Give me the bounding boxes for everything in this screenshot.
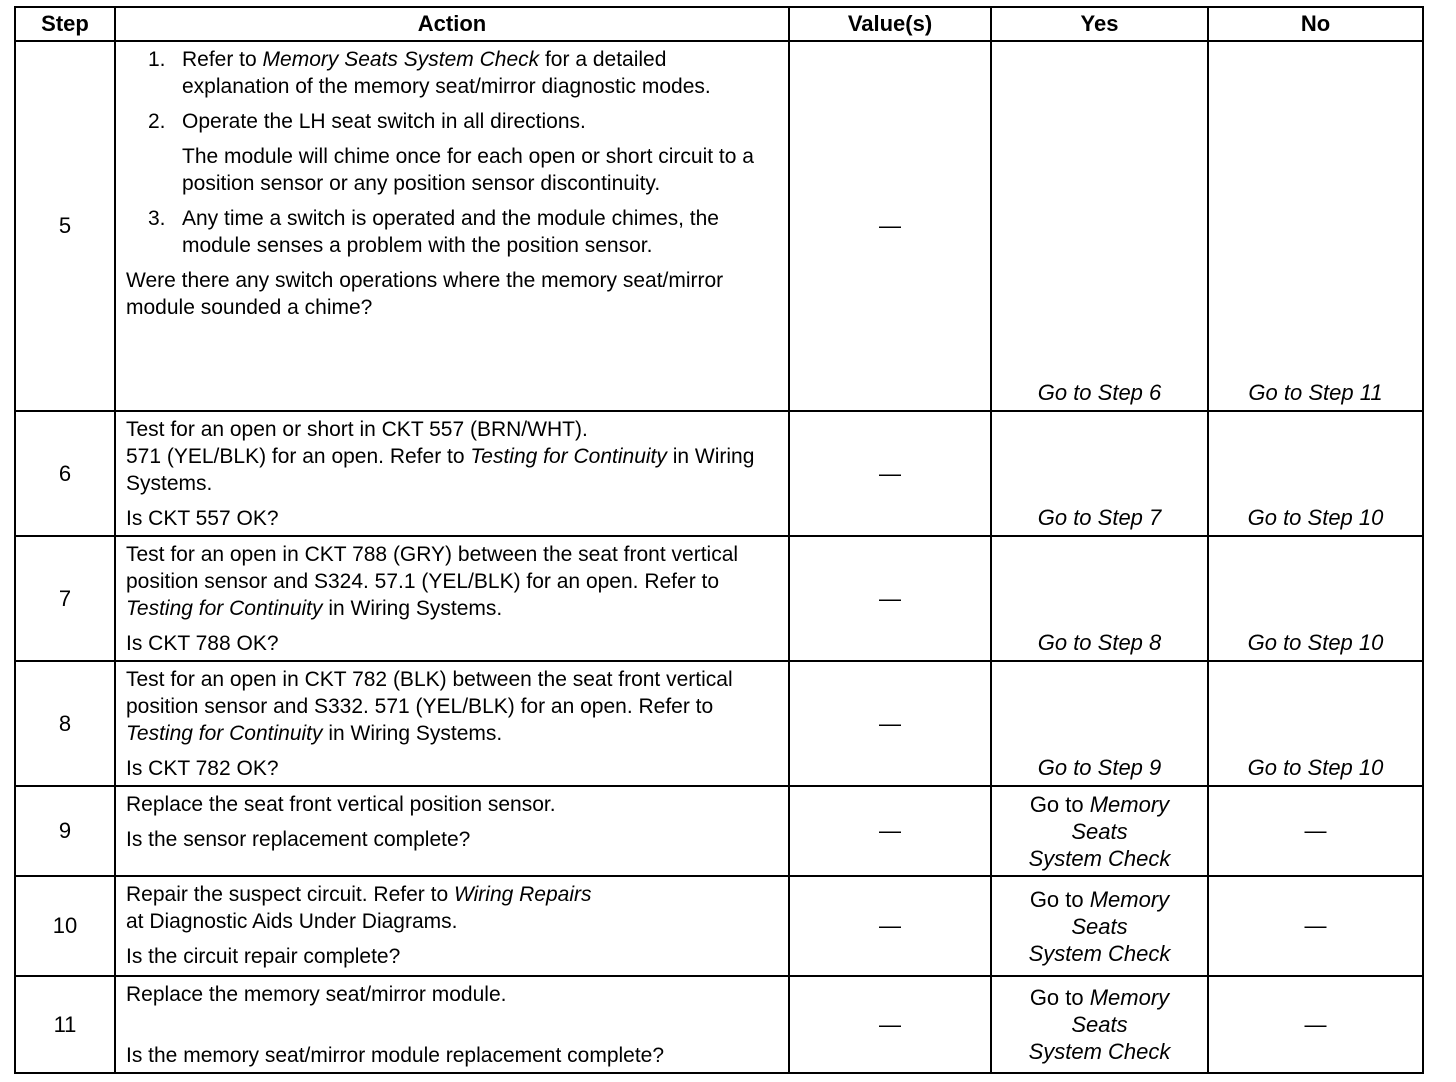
value-cell: — <box>789 786 991 876</box>
step-number: 6 <box>15 411 115 536</box>
action-question: Is the sensor replacement complete? <box>126 828 471 851</box>
value-cell: — <box>789 876 991 976</box>
header-no: No <box>1208 7 1423 41</box>
no-cell: — <box>1208 786 1423 876</box>
table-row-step-7 <box>15 536 1423 661</box>
action-cell: Repair the suspect circuit. Refer to Wiring Repairs at Diagnostic Aids Under Diagrams. Is the circuit repair complete? <box>115 876 789 976</box>
step-number: 7 <box>15 536 115 661</box>
yes-cell: Go to Memory Seats System Check <box>991 876 1208 976</box>
action-question: Is CKT 788 OK? <box>126 632 279 655</box>
action-cell: Replace the seat front vertical position sensor. Is the sensor replacement complete? <box>115 786 789 876</box>
yes-cell: Go to Step 9 <box>991 661 1208 786</box>
yes-cell: Go to Step 7 <box>991 411 1208 536</box>
no-cell: Go to Step 10 <box>1208 661 1423 786</box>
list-item: 2. Operate the LH seat switch in all directions. The module will chime once for each open or short circuit to a position sensor or any position sensor discontinuity. <box>148 110 754 195</box>
table-row-step-9 <box>15 786 1423 876</box>
header-row <box>15 7 1423 41</box>
step-number: 11 <box>15 976 115 1073</box>
step-number: 5 <box>15 41 115 411</box>
value-cell: — <box>789 411 991 536</box>
action-question: Is CKT 557 OK? <box>126 507 279 530</box>
value-cell: — <box>789 41 991 411</box>
action-cell <box>115 41 789 411</box>
no-cell: — <box>1208 976 1423 1073</box>
action-question: Is CKT 782 OK? <box>126 757 279 780</box>
action-question: Is the memory seat/mirror module replacement complete? <box>126 1044 665 1067</box>
header-action: Action <box>115 7 789 41</box>
header-step: Step <box>15 7 115 41</box>
table-row-step-5 <box>15 41 1423 411</box>
yes-cell: Go to Step 8 <box>991 536 1208 661</box>
action-question: Were there any switch operations where the memory seat/mirror module sounded a chime? <box>126 269 724 319</box>
action-cell: Replace the memory seat/mirror module. Is the memory seat/mirror module replacement complete? <box>115 976 789 1073</box>
action-cell: Test for an open in CKT 782 (BLK) between the seat front vertical position sensor and S332. 571 (YEL/BLK) for an open. Refer to Testing for Continuity in Wiring Systems. Is CKT 782 OK? <box>115 661 789 786</box>
yes-cell: Go to Memory Seats System Check <box>991 786 1208 876</box>
step-number: 8 <box>15 661 115 786</box>
yes-cell: Go to Step 6 <box>991 41 1208 411</box>
table-row-step-10 <box>15 876 1423 976</box>
action-cell: Test for an open in CKT 788 (GRY) between the seat front vertical position sensor and S324. 57.1 (YEL/BLK) for an open. Refer to Testing for Continuity in Wiring Systems. Is CKT 788 OK? <box>115 536 789 661</box>
list-item: 3. Any time a switch is operated and the module chimes, the module senses a problem with the position sensor. <box>148 207 719 257</box>
diagnostic-table <box>14 6 1424 1074</box>
yes-cell: Go to Memory Seats System Check <box>991 976 1208 1073</box>
no-cell: — <box>1208 876 1423 976</box>
no-cell: Go to Step 11 <box>1208 41 1423 411</box>
table-row-step-11 <box>15 976 1423 1073</box>
table-row-step-6 <box>15 411 1423 536</box>
action-cell: Test for an open or short in CKT 557 (BRN/WHT). 571 (YEL/BLK) for an open. Refer to Testing for Continuity in Wiring Systems. Is CKT 557 OK? <box>115 411 789 536</box>
value-cell: — <box>789 536 991 661</box>
action-list <box>126 46 778 259</box>
table-row-step-8 <box>15 661 1423 786</box>
value-cell: — <box>789 976 991 1073</box>
action-question: Is the circuit repair complete? <box>126 945 401 968</box>
no-cell: Go to Step 10 <box>1208 536 1423 661</box>
header-values: Value(s) <box>789 7 991 41</box>
value-cell: — <box>789 661 991 786</box>
no-cell: Go to Step 10 <box>1208 411 1423 536</box>
list-item: 1. Refer to Memory Seats System Check for a detailed explanation of the memory seat/mirror diagnostic modes. <box>148 48 711 98</box>
step-number: 9 <box>15 786 115 876</box>
header-yes: Yes <box>991 7 1208 41</box>
step-number: 10 <box>15 876 115 976</box>
